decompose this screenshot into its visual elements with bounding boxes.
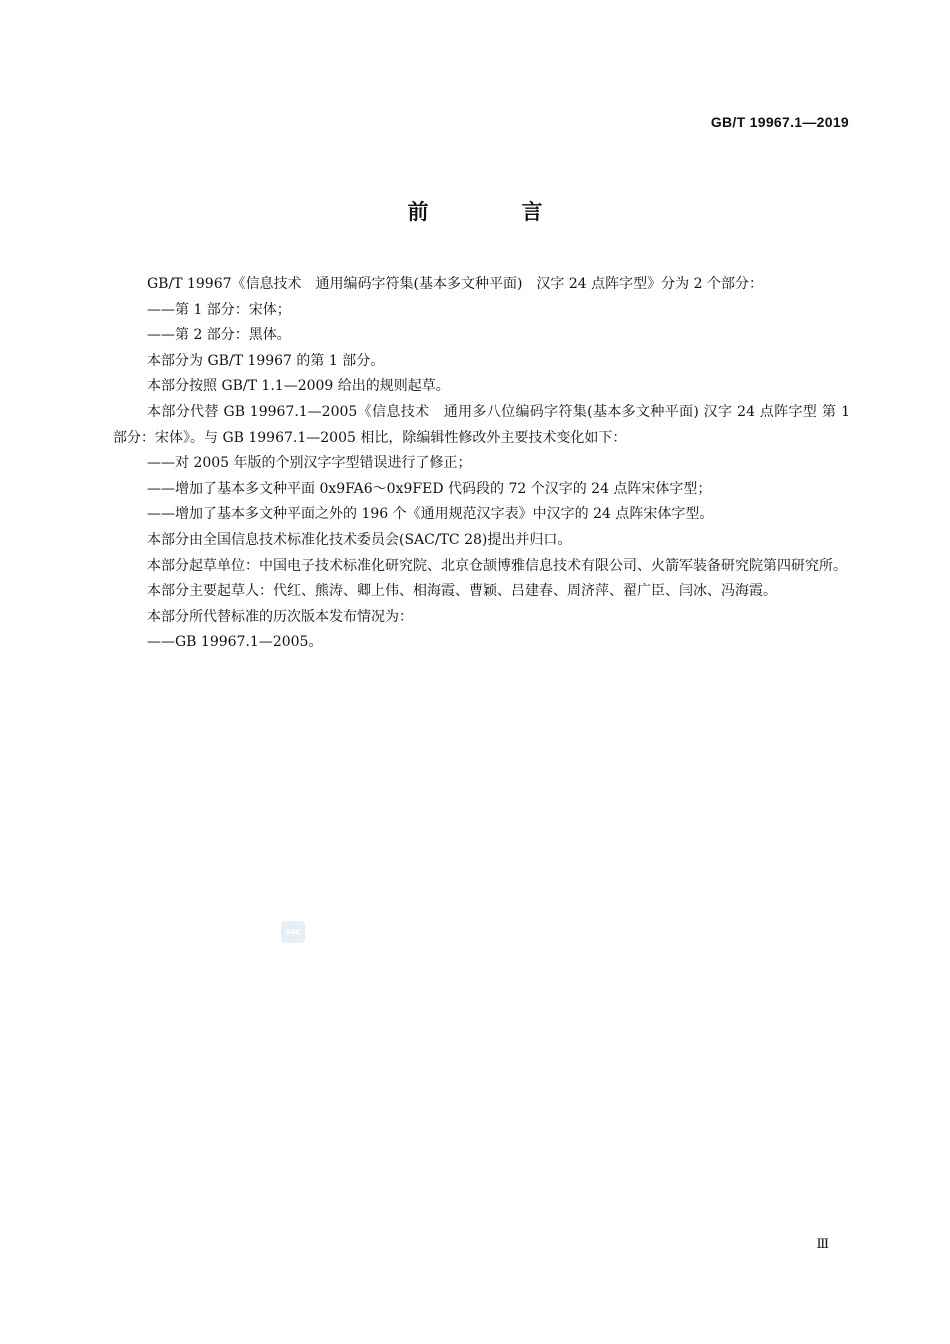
paragraph-change-1: ——对 2005 年版的个别汉字字型错误进行了修正；	[147, 455, 472, 472]
paragraph-parts-intro: GB/T 19967《信息技术 通用编码字符集(基本多文种平面) 汉字 24 点阵字型》分为 2 个部分：	[147, 276, 763, 292]
sac-watermark-logo: SAC	[281, 921, 305, 943]
paragraph-replaces: 本部分代替 GB 19967.1—2005《信息技术 通用多八位编码字符集(基本多文种平面) 汉字 24 点阵字型 第 1 部分：宋体》。与 GB 19967.1—2005 相比，除编辑性修改外主要技术变化如下：	[113, 403, 850, 446]
paragraph-history-intro: 本部分所代替标准的历次版本发布情况为：	[147, 608, 413, 625]
paragraph-change-2: ——增加了基本多文种平面 0x9FA6～0x9FED 代码段的 72 个汉字的 24 点阵宋体字型；	[147, 480, 712, 497]
paragraph-proposer: 本部分由全国信息技术标准化技术委员会(SAC/TC 28)提出并归口。	[147, 531, 572, 548]
paragraph-drafting-rules: 本部分按照 GB/T 1.1—2009 给出的规则起草。	[147, 378, 450, 395]
paragraph-history-item: ——GB 19967.1—2005。	[147, 634, 323, 651]
paragraph-drafters: 本部分主要起草人：代红、熊涛、卿上伟、相海霞、曹颖、吕建春、周济萍、翟广臣、闫冰、冯海霞。	[147, 583, 777, 600]
page-title: 前 言	[407, 200, 579, 224]
foreword-body	[113, 272, 850, 656]
page-number: Ⅲ	[816, 1237, 829, 1252]
paragraph-part-1: ——第 1 部分：宋体；	[147, 301, 291, 318]
paragraph-part-2: ——第 2 部分：黑体。	[147, 327, 291, 344]
document-code: GB/T 19967.1—2019	[710, 114, 849, 130]
paragraph-change-3: ——增加了基本多文种平面之外的 196 个《通用规范汉字表》中汉字的 24 点阵宋体字型。	[147, 506, 714, 523]
paragraph-drafting-units: 本部分起草单位：中国电子技术标准化研究院、北京仓颉博雅信息技术有限公司、火箭军装备研究院第四研究所。	[147, 557, 847, 574]
paragraph-this-part: 本部分为 GB/T 19967 的第 1 部分。	[147, 352, 385, 369]
